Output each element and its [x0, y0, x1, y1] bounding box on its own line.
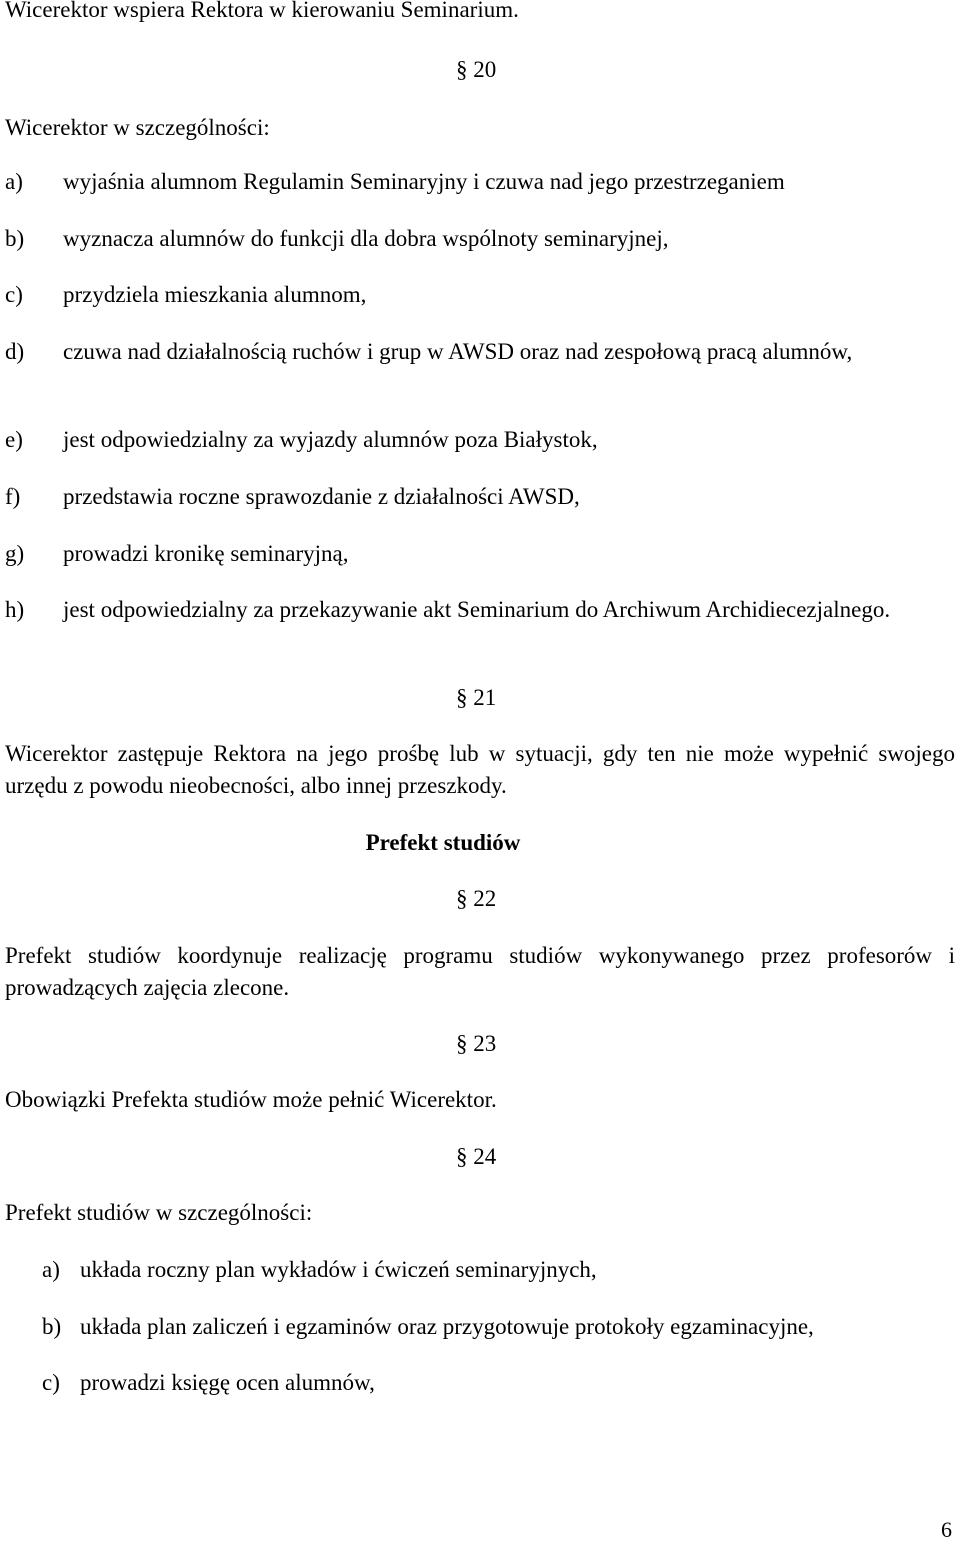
list-item-text: prowadzi księgę ocen alumnów, — [80, 1370, 375, 1395]
list-item-text: układa plan zaliczeń i egzaminów oraz przygotowuje protokoły egzaminacyjne, — [80, 1314, 814, 1339]
list-item-label: e) — [5, 427, 23, 452]
list-item-label: c) — [5, 282, 23, 307]
section-22-label: § 22 — [456, 886, 497, 911]
page-number: 6 — [941, 1517, 952, 1542]
section-21-label: § 21 — [456, 685, 497, 710]
list-item-label: b) — [42, 1314, 62, 1339]
list-item-text: wyznacza alumnów do funkcji dla dobra wspólnoty seminaryjnej, — [63, 226, 669, 251]
section-24-label: § 24 — [456, 1144, 497, 1169]
section-21-text: Wicerektor zastępuje Rektora na jego prośbę lub w sytuacji, gdy ten nie może wypełnić swojego urzędu z powodu nieobecności, albo innej przeszkody. — [5, 741, 955, 798]
list-item-text: przydziela mieszkania alumnom, — [63, 282, 367, 307]
section-24-lead: Prefekt studiów w szczególności: — [5, 1200, 313, 1225]
list-item-label: a) — [5, 169, 23, 194]
list-item-label: f) — [5, 484, 21, 509]
section-23-label: § 23 — [456, 1031, 497, 1056]
list-item-text: prowadzi kronikę seminaryjną, — [63, 541, 349, 566]
list-item-text: przedstawia roczne sprawozdanie z działalności AWSD, — [63, 484, 580, 509]
section-22-text: Prefekt studiów koordynuje realizację programu studiów wykonywanego przez profesorów i prowadzących zajęcia zlecone. — [5, 943, 955, 1000]
list-item-text: czuwa nad działalnością ruchów i grup w AWSD oraz nad zespołową pracą alumnów, — [63, 339, 853, 364]
list-item-text: wyjaśnia alumnom Regulamin Seminaryjny i czuwa nad jego przestrzeganiem — [63, 169, 785, 194]
list-item-label: h) — [5, 597, 25, 622]
list-item-label: c) — [42, 1370, 60, 1395]
section-heading: Prefekt studiów — [365, 830, 521, 855]
list-item-label: g) — [5, 541, 25, 566]
list-item-text: jest odpowiedzialny za przekazywanie akt Seminarium do Archiwum Archidiecezjalnego. — [63, 597, 891, 622]
list-item-text: układa roczny plan wykładów i ćwiczeń seminaryjnych, — [80, 1257, 597, 1282]
list-item-label: b) — [5, 226, 25, 251]
intro-line: Wicerektor wspiera Rektora w kierowaniu Seminarium. — [5, 0, 519, 22]
section-23-text: Obowiązki Prefekta studiów może pełnić Wicerektor. — [5, 1087, 497, 1112]
list-item-text: jest odpowiedzialny za wyjazdy alumnów poza Białystok, — [63, 427, 598, 452]
list-item-label: a) — [42, 1257, 60, 1282]
section-20-lead: Wicerektor w szczególności: — [5, 115, 270, 140]
list-item-label: d) — [5, 339, 25, 364]
section-20-label: § 20 — [456, 57, 497, 82]
